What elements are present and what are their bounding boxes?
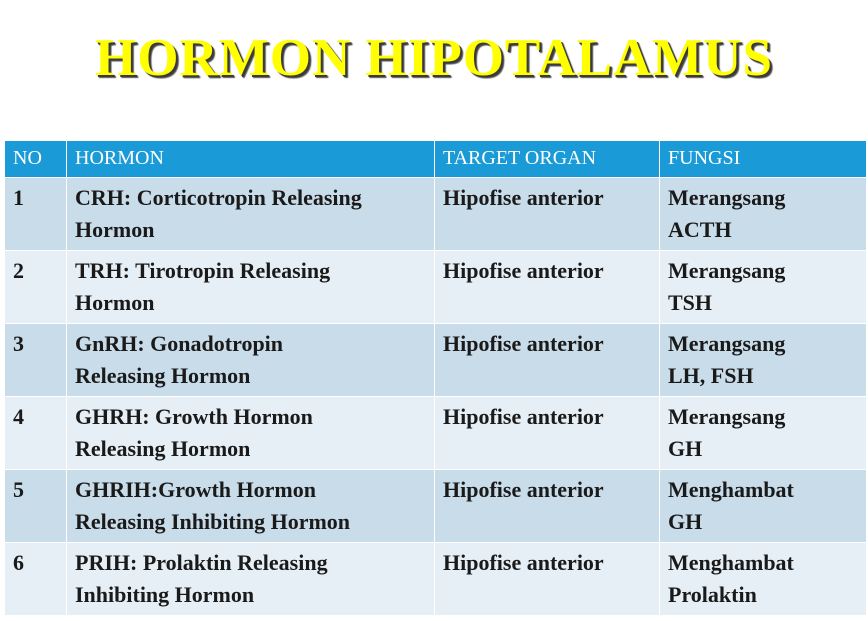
- table-row: [5, 324, 867, 397]
- cell-hormon-line: TRH: Tirotropin Releasing: [75, 258, 331, 283]
- table-header-row: [5, 141, 867, 178]
- cell-hormon: [67, 397, 435, 470]
- hormon-table: [4, 140, 867, 616]
- cell-fungsi-line: Menghambat: [668, 550, 794, 575]
- cell-hormon-line: Releasing Hormon: [75, 363, 251, 388]
- cell-fungsi-line: Merangsang: [668, 404, 786, 429]
- cell-no: 1: [5, 178, 67, 251]
- cell-fungsi-line: Merangsang: [668, 185, 786, 210]
- cell-hormon: [67, 324, 435, 397]
- cell-fungsi-line: Prolaktin: [668, 582, 757, 607]
- cell-hormon-line: Releasing Inhibiting Hormon: [75, 509, 351, 534]
- table-row: [5, 178, 867, 251]
- cell-hormon-line: Inhibiting Hormon: [75, 582, 255, 607]
- cell-hormon: [67, 543, 435, 616]
- table-row: [5, 397, 867, 470]
- cell-hormon: [67, 470, 435, 543]
- cell-no: 5: [5, 470, 67, 543]
- table-row: [5, 470, 867, 543]
- cell-hormon-line: GHRIH:Growth Hormon: [75, 477, 316, 502]
- cell-fungsi: [660, 324, 867, 397]
- cell-hormon-line: GHRH: Growth Hormon: [75, 404, 313, 429]
- cell-fungsi-line: LH, FSH: [668, 363, 754, 388]
- cell-target: Hipofise anterior: [435, 324, 660, 397]
- cell-fungsi-line: TSH: [668, 290, 713, 315]
- cell-fungsi: [660, 470, 867, 543]
- cell-hormon-line: GnRH: Gonadotropin: [75, 331, 284, 356]
- cell-fungsi-line: ACTH: [668, 217, 732, 242]
- header-hormon: HORMON: [67, 141, 435, 178]
- header-no: NO: [5, 141, 67, 178]
- page-title: HORMON HIPOTALAMUS: [94, 29, 774, 87]
- cell-target: Hipofise anterior: [435, 470, 660, 543]
- cell-fungsi-line: GH: [668, 509, 703, 534]
- cell-hormon: [67, 178, 435, 251]
- cell-target: Hipofise anterior: [435, 251, 660, 324]
- cell-fungsi: [660, 178, 867, 251]
- cell-no: 3: [5, 324, 67, 397]
- cell-target: Hipofise anterior: [435, 543, 660, 616]
- cell-no: 2: [5, 251, 67, 324]
- cell-fungsi-line: Merangsang: [668, 258, 786, 283]
- cell-hormon-line: Releasing Hormon: [75, 436, 251, 461]
- cell-fungsi-line: Merangsang: [668, 331, 786, 356]
- header-fungsi: FUNGSI: [660, 141, 867, 178]
- cell-fungsi-line: Menghambat: [668, 477, 794, 502]
- cell-hormon-line: Hormon: [75, 290, 155, 315]
- cell-no: 4: [5, 397, 67, 470]
- table-row: [5, 251, 867, 324]
- cell-no: 6: [5, 543, 67, 616]
- cell-fungsi-line: GH: [668, 436, 703, 461]
- cell-fungsi: [660, 397, 867, 470]
- cell-target: Hipofise anterior: [435, 397, 660, 470]
- cell-fungsi: [660, 543, 867, 616]
- cell-target: Hipofise anterior: [435, 178, 660, 251]
- cell-hormon-line: Hormon: [75, 217, 155, 242]
- cell-hormon-line: PRIH: Prolaktin Releasing: [75, 550, 328, 575]
- cell-fungsi: [660, 251, 867, 324]
- cell-hormon: [67, 251, 435, 324]
- table-row: [5, 543, 867, 616]
- header-target-organ: TARGET ORGAN: [435, 141, 660, 178]
- cell-hormon-line: CRH: Corticotropin Releasing: [75, 185, 362, 210]
